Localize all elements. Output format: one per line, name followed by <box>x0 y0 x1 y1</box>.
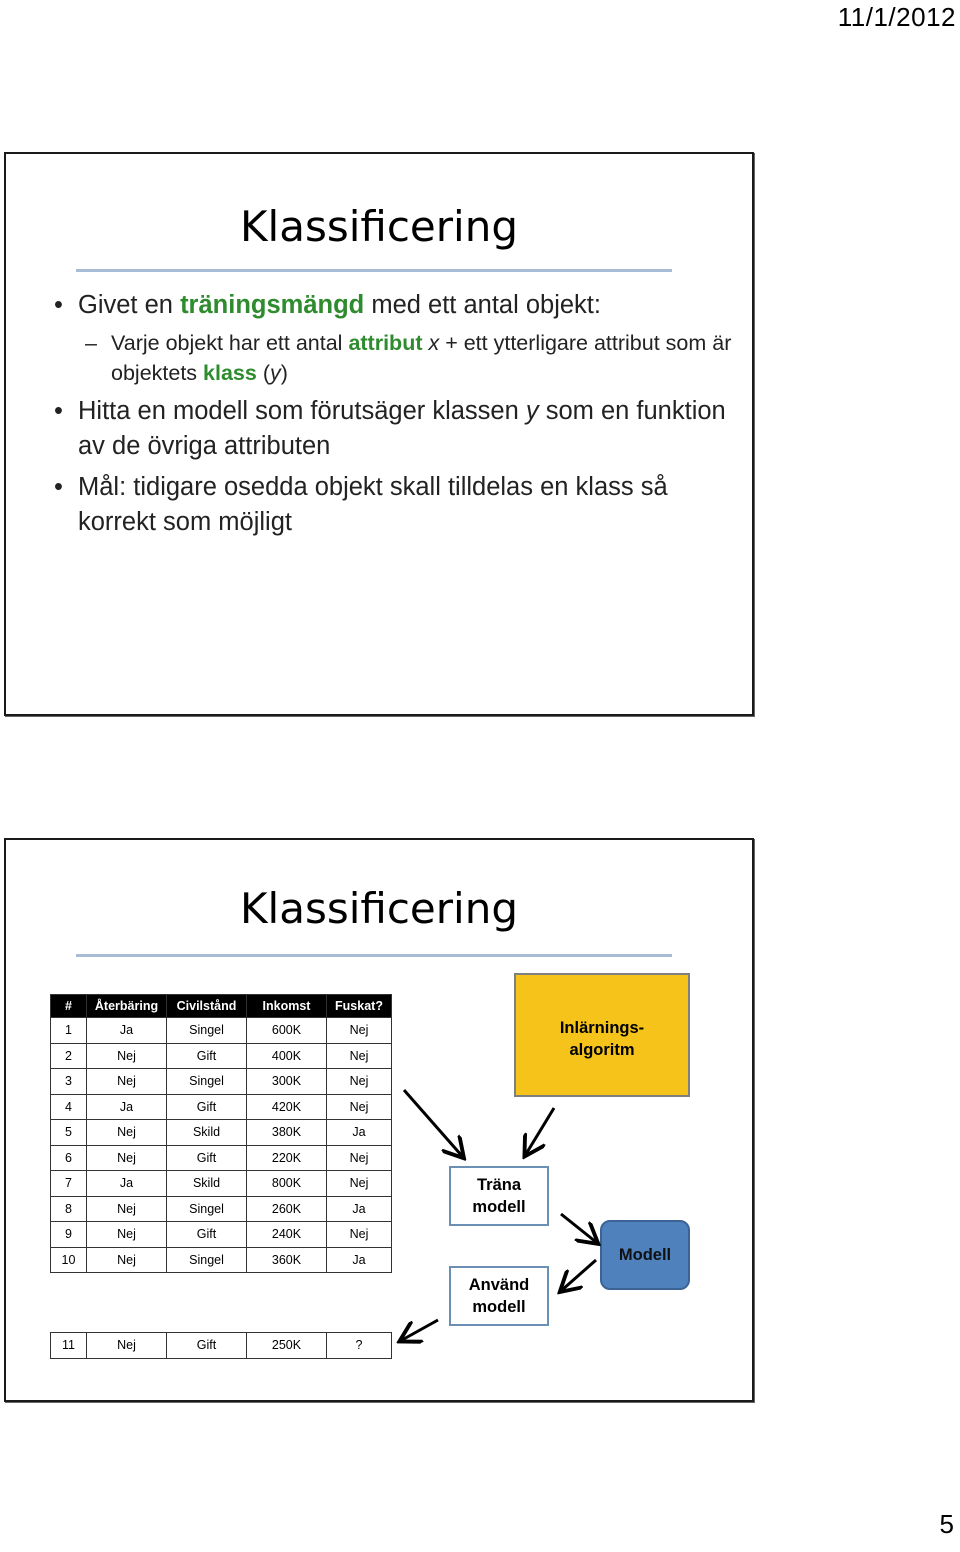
table-cell: 4 <box>51 1094 87 1120</box>
table-row <box>51 1145 392 1171</box>
table-cell: Gift <box>167 1222 247 1248</box>
arrow-table-to-train <box>404 1090 462 1156</box>
table-cell: Nej <box>87 1069 167 1095</box>
table-cell: Singel <box>167 1069 247 1095</box>
title-underline <box>76 954 672 957</box>
slide-2-title: Klassificering <box>240 884 518 933</box>
bullet-goal: • Mål: tidigare osedda objekt skall tilldelas en klass så korrekt som möjligt <box>54 470 734 540</box>
table-cell: 800K <box>247 1171 327 1197</box>
table-cell: Nej <box>327 1171 392 1197</box>
training-table <box>50 994 392 1273</box>
table-cell: Ja <box>327 1196 392 1222</box>
table-cell: 11 <box>51 1333 87 1359</box>
table-cell: 300K <box>247 1069 327 1095</box>
sub-bullets <box>78 328 734 388</box>
table-cell: 260K <box>247 1196 327 1222</box>
paren-close: ) <box>280 361 288 385</box>
table-header: Fuskat? <box>327 995 392 1018</box>
table-cell: 250K <box>247 1333 327 1359</box>
table-row <box>51 1171 392 1197</box>
variable-y: y <box>269 361 281 385</box>
table-row <box>51 1069 392 1095</box>
table-cell: 420K <box>247 1094 327 1120</box>
table-cell: Nej <box>87 1247 167 1273</box>
table-cell: 1 <box>51 1018 87 1044</box>
header-date: 11/1/2012 <box>837 2 956 32</box>
table-cell: Gift <box>167 1043 247 1069</box>
arrow-use-to-test <box>402 1320 438 1340</box>
table-cell: 400K <box>247 1043 327 1069</box>
arrow-model-to-use <box>562 1260 596 1290</box>
table-cell: Skild <box>167 1171 247 1197</box>
train-model-box <box>449 1166 549 1226</box>
table-cell: Gift <box>167 1094 247 1120</box>
table-cell: 240K <box>247 1222 327 1248</box>
table-cell: Singel <box>167 1196 247 1222</box>
variable-x: x <box>428 331 440 355</box>
table-header: Civilstånd <box>167 995 247 1018</box>
test-table <box>50 1332 392 1359</box>
table-cell: Singel <box>167 1247 247 1273</box>
table-cell: Nej <box>87 1043 167 1069</box>
table-cell: Nej <box>327 1018 392 1044</box>
box-label: Använd <box>468 1276 530 1294</box>
sub-bullet-attributes <box>78 328 734 388</box>
variable-y: y <box>525 397 539 425</box>
table-cell: Nej <box>87 1120 167 1146</box>
table-cell: 10 <box>51 1247 87 1273</box>
table-cell: Nej <box>327 1069 392 1095</box>
box-label: Inlärnings- <box>559 1019 645 1037</box>
arrow-train-to-model <box>561 1214 596 1242</box>
page-number: 5 <box>939 1509 954 1539</box>
table-cell: 360K <box>247 1247 327 1273</box>
highlight-klass: klass <box>203 361 257 385</box>
table-row <box>51 1333 392 1359</box>
table-header: Återbäring <box>87 995 167 1018</box>
box-label: algoritm <box>569 1041 635 1059</box>
slide-1-bullets <box>54 288 734 540</box>
box-label: modell <box>472 1198 526 1216</box>
table-cell: Nej <box>327 1145 392 1171</box>
table-cell: Nej <box>87 1222 167 1248</box>
table-cell: Nej <box>87 1145 167 1171</box>
slide-1-title: Klassificering <box>240 202 518 251</box>
title-underline <box>76 269 672 272</box>
table-header-row <box>51 995 392 1018</box>
paren-open: ( <box>256 361 270 385</box>
box-label: modell <box>472 1298 526 1316</box>
table-cell: Nej <box>327 1043 392 1069</box>
table-cell: Skild <box>167 1120 247 1146</box>
slide-2 <box>4 838 754 1402</box>
table-cell: 9 <box>51 1222 87 1248</box>
table-cell: 7 <box>51 1171 87 1197</box>
table-row <box>51 1196 392 1222</box>
use-model-box <box>449 1266 549 1326</box>
table-cell: Ja <box>87 1094 167 1120</box>
table-cell: 600K <box>247 1018 327 1044</box>
table-cell: Nej <box>327 1094 392 1120</box>
table-cell: Gift <box>167 1333 247 1359</box>
table-cell: Nej <box>87 1196 167 1222</box>
table-cell: Nej <box>327 1222 392 1248</box>
bullet-text: Hitta en modell som förutsäger klassen <box>78 397 526 425</box>
bullet-training-set <box>54 288 734 388</box>
model-box: Modell <box>600 1220 690 1290</box>
slide-1 <box>4 152 754 716</box>
table-cell: 380K <box>247 1120 327 1146</box>
table-row <box>51 1120 392 1146</box>
table-cell: Ja <box>327 1247 392 1273</box>
table-row <box>51 1018 392 1044</box>
sub-bullet-text: Varje objekt har ett antal <box>111 331 349 355</box>
table-cell: Singel <box>167 1018 247 1044</box>
table-row <box>51 1043 392 1069</box>
bullet-text: Givet en <box>78 291 181 319</box>
sub-bullet-text: + ett ytterligare attribut som är objektets <box>111 331 732 385</box>
bullet-text: med ett antal objekt: <box>364 291 601 319</box>
table-cell: 8 <box>51 1196 87 1222</box>
table-row <box>51 1094 392 1120</box>
bullet-text: som en funktion av de övriga attributen <box>78 397 726 460</box>
table-cell: Ja <box>87 1018 167 1044</box>
table-row <box>51 1222 392 1248</box>
table-row <box>51 1247 392 1273</box>
highlight-attribut: attribut <box>348 331 423 355</box>
arrow-algorithm-to-train <box>526 1108 554 1154</box>
table-header: Inkomst <box>247 995 327 1018</box>
table-cell: 2 <box>51 1043 87 1069</box>
table-cell: Nej <box>87 1333 167 1359</box>
table-cell: 3 <box>51 1069 87 1095</box>
table-cell: ? <box>327 1333 392 1359</box>
table-cell: 5 <box>51 1120 87 1146</box>
highlight-training-set: träningsmängd <box>180 291 365 319</box>
bullet-find-model <box>54 394 734 464</box>
table-header: # <box>51 995 87 1018</box>
box-label: Träna <box>476 1176 522 1194</box>
table-cell: Ja <box>327 1120 392 1146</box>
table-cell: Gift <box>167 1145 247 1171</box>
learning-algorithm-box <box>514 973 690 1097</box>
table-cell: 220K <box>247 1145 327 1171</box>
table-cell: 6 <box>51 1145 87 1171</box>
table-cell: Ja <box>87 1171 167 1197</box>
